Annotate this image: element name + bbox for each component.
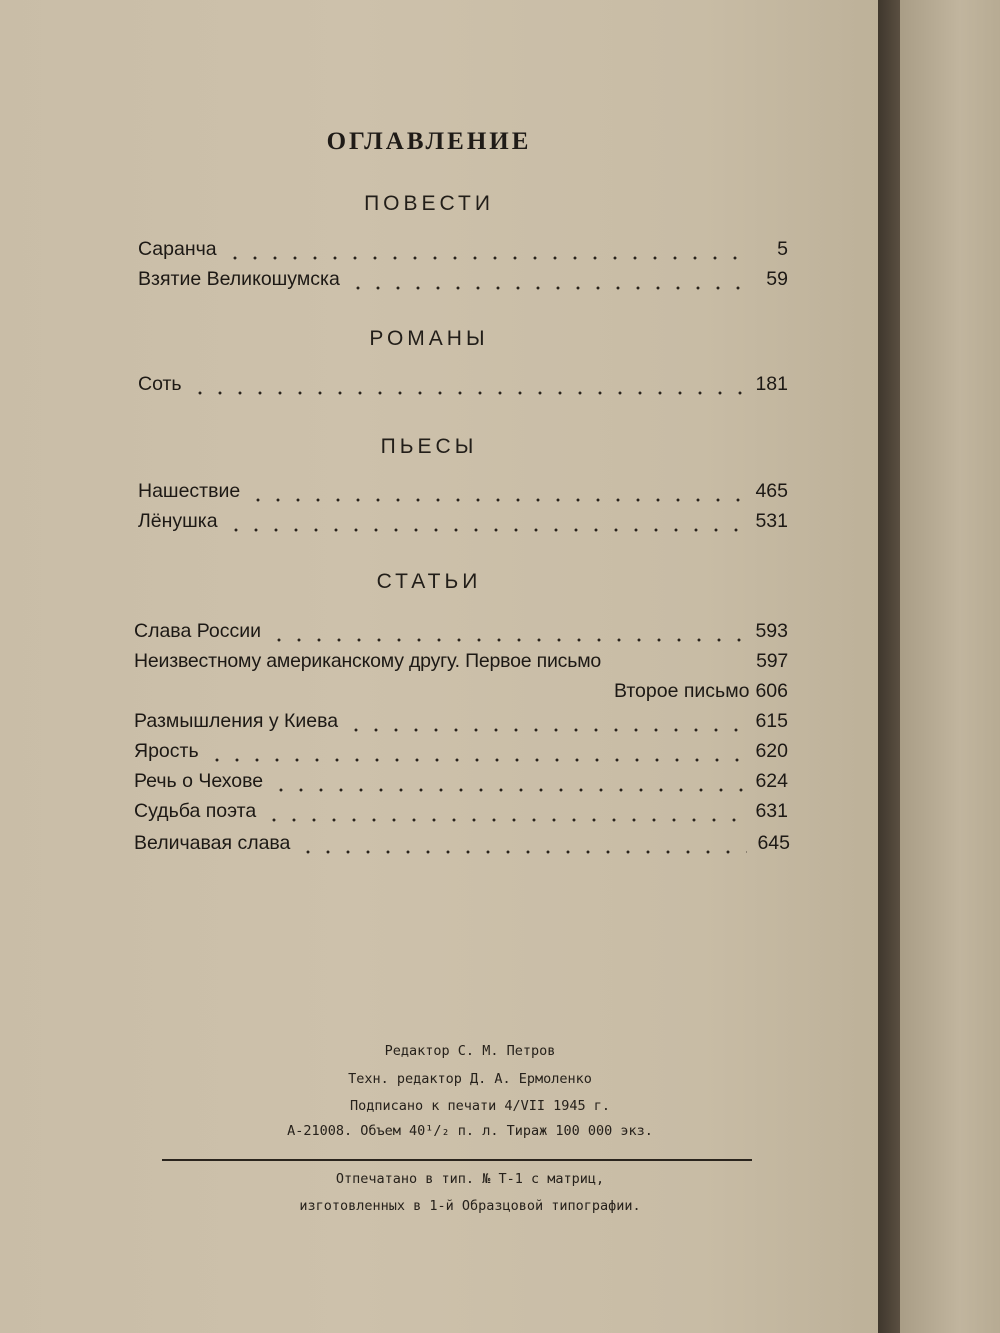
toc-entry [134, 832, 790, 860]
leader-dots [226, 528, 746, 532]
imprint-printed-line2: изготовленных в 1-й Образцовой типографии. [299, 1198, 641, 1214]
toc-entry-page: 624 [755, 770, 788, 792]
toc-entry [134, 650, 788, 678]
imprint-signed: Подписано к печати 4/VII 1945 г. [349, 1098, 611, 1114]
next-page-edge [900, 0, 1000, 1333]
toc-entry-title: Саранча [138, 238, 217, 260]
toc-entry-page: 5 [777, 238, 788, 260]
toc-entry [134, 800, 788, 828]
toc-entry [134, 620, 788, 648]
leader-dots [298, 850, 747, 854]
toc-entry-title: Нашествие [138, 480, 241, 502]
toc-entry [134, 770, 788, 798]
toc-entry [138, 480, 788, 508]
toc-entry-page: 620 [755, 740, 788, 762]
leader-dots [248, 498, 745, 502]
leader-dots [264, 818, 745, 822]
toc-entry-title: Размышления у Киева [134, 710, 339, 732]
toc-entry-title: Слава России [134, 620, 261, 642]
toc-entry-title: Величавая слава [134, 832, 291, 854]
toc-entry [134, 710, 788, 738]
section-heading-pesy: ПЬЕСЫ [380, 435, 478, 458]
imprint-order: А-21008. Объем 40¹/₂ п. л. Тираж 100 000 экз. [287, 1123, 653, 1139]
toc-entry-page: 631 [755, 800, 788, 822]
section-heading-povesti: ПОВЕСТИ [364, 192, 494, 215]
leader-dots [271, 788, 745, 792]
toc-entry-page: 606 [755, 680, 788, 702]
toc-entry [134, 680, 788, 708]
leader-dots [207, 758, 746, 762]
toc-entry-title: Взятие Великошумска [138, 268, 340, 290]
book-gutter [878, 0, 900, 1333]
section-heading-romany: РОМАНЫ [369, 327, 489, 350]
toc-entry [138, 238, 788, 266]
toc-entry [138, 373, 788, 401]
imprint-editor: Редактор С. М. Петров [384, 1043, 556, 1059]
toc-entry-page: 531 [755, 510, 788, 532]
leader-dots [269, 638, 745, 642]
toc-title: ОГЛАВЛЕНИЕ [326, 128, 532, 155]
toc-entry-page: 645 [757, 832, 790, 854]
leader-dots [190, 391, 746, 395]
toc-entry-page: 59 [766, 268, 788, 290]
imprint-printed-line1: Отпечатано в тип. № Т-1 с матриц, [335, 1171, 605, 1187]
section-heading-stati: СТАТЬИ [376, 570, 482, 593]
toc-entry-page: 593 [755, 620, 788, 642]
leader-dots [346, 728, 745, 732]
toc-entry-title: Лёнушка [138, 510, 218, 532]
toc-entry [134, 740, 788, 768]
divider-line [162, 1159, 752, 1161]
toc-entry-page: 615 [755, 710, 788, 732]
toc-entry-title: Второе письмо [613, 680, 750, 702]
toc-entry-page: 597 [756, 650, 788, 672]
toc-entry-title: Неизвестному американскому другу. Первое письмо [134, 650, 602, 672]
toc-entry-title: Судьба поэта [134, 800, 257, 822]
leader-dots [225, 256, 748, 260]
toc-entry-title: Ярость [134, 740, 199, 762]
imprint-tech-editor: Техн. редактор Д. А. Ермоленко [348, 1071, 592, 1087]
toc-entry-page: 465 [755, 480, 788, 502]
toc-entry-title: Соть [138, 373, 182, 395]
toc-entry-title: Речь о Чехове [134, 770, 264, 792]
toc-entry-page: 181 [755, 373, 788, 395]
leader-dots [348, 286, 748, 290]
toc-entry [138, 268, 788, 296]
toc-entry [138, 510, 788, 538]
